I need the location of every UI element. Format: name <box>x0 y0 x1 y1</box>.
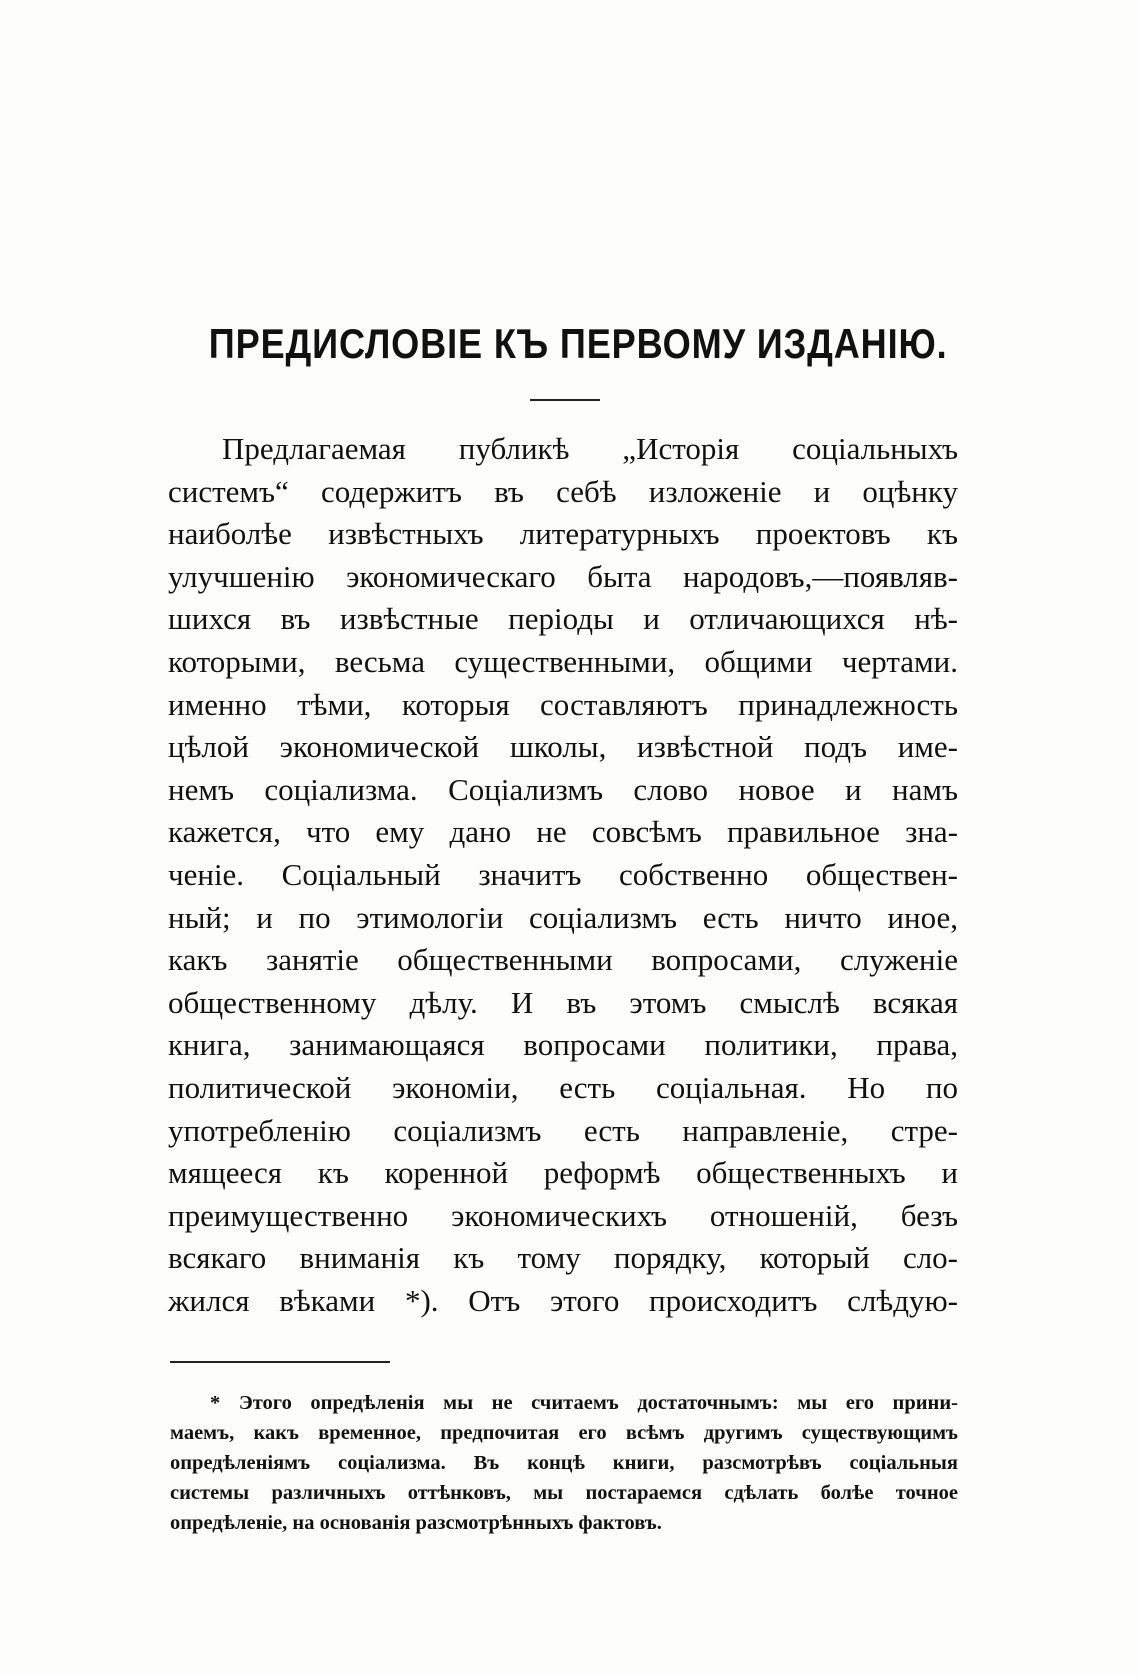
body-line: шихся въ извѣстные періоды и отличающихся нѣ- <box>168 601 958 637</box>
body-line: мящееся къ коренной реформѣ общественныхъ и <box>168 1155 958 1191</box>
body-line: жился вѣками *). Отъ этого происходитъ слѣдую- <box>168 1282 958 1318</box>
footnote-line: * Этого опредѣленія мы не считаемъ достаточнымъ: мы его прини- <box>210 1392 958 1414</box>
body-line: ченіе. Соціальный значитъ собственно обществен- <box>168 856 958 892</box>
footnote-line: маемъ, какъ временное, предпочитая его всѣмъ другимъ существующимъ <box>170 1422 958 1444</box>
body-line: какъ занятіе общественными вопросами, служеніе <box>168 942 958 978</box>
title-divider <box>530 399 600 401</box>
body-line: которыми, весьма существенными, общими чертами. <box>168 643 958 679</box>
body-line: немъ соціализма. Соціализмъ слово новое и намъ <box>168 771 958 807</box>
page-title: ПРЕДИСЛОВІЕ КЪ ПЕРВОМУ ИЗДАНІЮ. <box>208 320 948 367</box>
body-text <box>168 428 958 1322</box>
body-line: политической экономіи, есть соціальная. Но по <box>168 1069 958 1105</box>
body-line: преимущественно экономическихъ отношеній, безъ <box>168 1197 958 1233</box>
body-line: ный; и по этимологіи соціализмъ есть ничто иное, <box>168 899 958 935</box>
body-line: кажется, что ему дано не совсѣмъ правильное зна- <box>168 814 958 850</box>
body-line: цѣлой экономической школы, извѣстной подъ име- <box>168 729 958 765</box>
body-line: системъ“ содержитъ въ себѣ изложеніе и оцѣнку <box>168 473 958 509</box>
body-line: употребленію соціализмъ есть направленіе, стре- <box>168 1112 958 1148</box>
body-line: наиболѣе извѣстныхъ литературныхъ проектовъ къ <box>168 516 958 552</box>
footnote-divider <box>170 1361 390 1363</box>
body-line: всякаго вниманія къ тому порядку, который сло- <box>168 1240 958 1276</box>
footnote-line: системы различныхъ оттѣнковъ, мы постараемся сдѣлать болѣе точное <box>170 1482 958 1504</box>
body-line: именно тѣми, которыя составляютъ принадлежность <box>168 686 958 722</box>
footnote <box>170 1388 958 1538</box>
footnote-line: опредѣленіе, на основанія разсмотрѣнныхъ фактовъ. <box>170 1512 662 1534</box>
body-line: Предлагаемая публикѣ „Исторія соціальныхъ <box>222 431 958 466</box>
footnote-line: опредѣленіямъ соціализма. Въ концѣ книги, разсмотрѣвъ соціальныя <box>170 1452 958 1474</box>
body-line: улучшенію экономическаго быта народовъ,—появляв- <box>168 558 958 594</box>
body-line: книга, занимающаяся вопросами политики, права, <box>168 1027 958 1063</box>
body-line: общественному дѣлу. И въ этомъ смыслѣ всякая <box>168 984 958 1020</box>
